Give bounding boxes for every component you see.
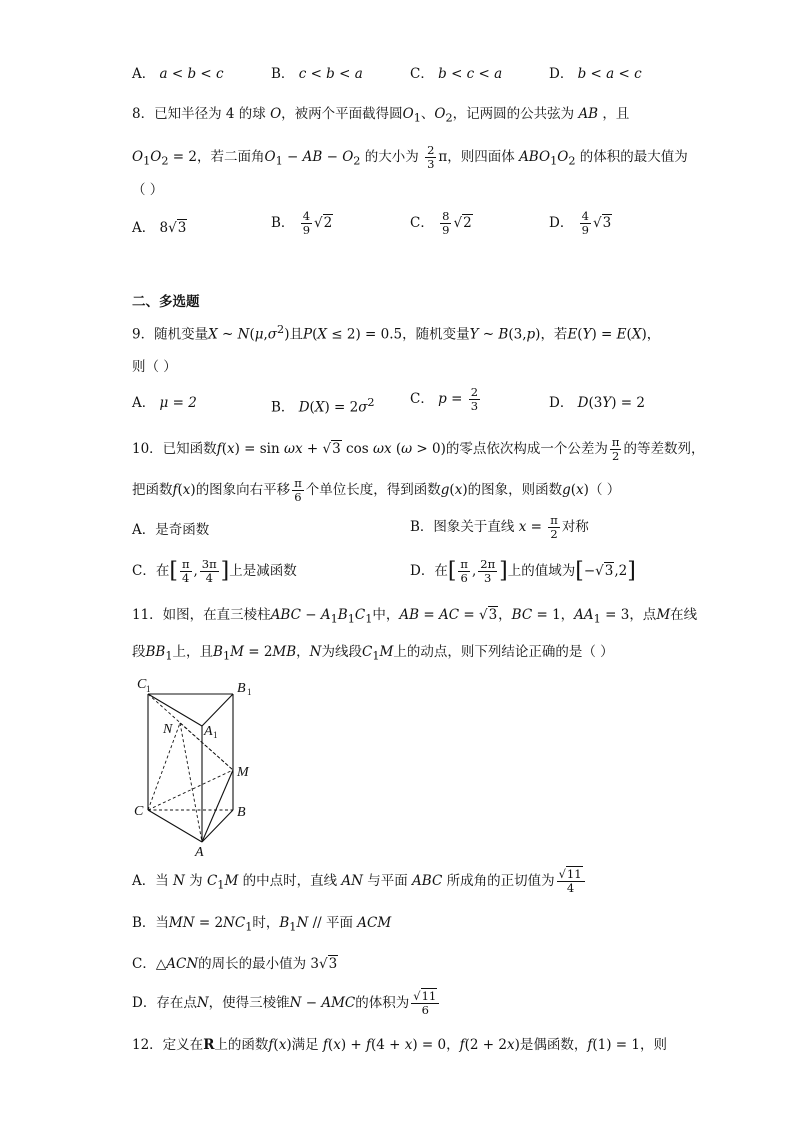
label-c1: C xyxy=(137,677,147,692)
section-title: 二、多选题 xyxy=(132,294,200,310)
q7-option-c: C． b < c < a xyxy=(410,66,503,82)
q12-line: 12．定义在R上的函数f(x)满足 f(x) + f(4 + x) = 0，f(2 + 2x)是偶函数，f(1) = 1，则 xyxy=(132,1037,667,1053)
q10-option-c: C．在[ $\frac{\pi}{4}$ , $\frac{3\pi}{4}$ ]上是减函数 xyxy=(132,557,297,585)
q9-then: 则（ ） xyxy=(132,359,177,375)
q10-option-b: B．图象关于直线 x = $\frac{\pi}{2}$ 对称 xyxy=(410,513,589,541)
label-n: N xyxy=(163,722,173,737)
q9-line1: 9．随机变量X ~ $N(\mu,\sigma^2)$且P(X ≤ 2) = 0.5，随机变量Y ~ B(3,p)，若E(Y) = E(X)， xyxy=(132,323,661,343)
q7-option-a: A． a < b < c xyxy=(132,66,224,82)
q9-option-d: D． D(3Y) = 2 xyxy=(549,395,645,411)
label-a: A xyxy=(195,845,204,857)
q8-option-a: A． 8√3 xyxy=(132,220,187,236)
q10-option-a: A．是奇函数 xyxy=(132,522,210,538)
label-b1-sub: 1 xyxy=(247,687,252,697)
q11-line2: 段$BB_1$上，且$B_1M = 2MB$，N为线段$C_1M$上的动点，则下列结论正确的是（ ） xyxy=(132,644,614,663)
q10-line1: 10．已知函数f(x) = sin ωx + √3 cos ωx (ω > 0)的零点依次构成一个公差为 $\frac{\pi}{2}$ 的等差数列， xyxy=(132,435,705,463)
label-b1: B xyxy=(237,681,246,696)
q9-option-b: B． $D(X) = 2\sigma^2$ xyxy=(271,396,375,416)
label-c: C xyxy=(134,804,144,819)
q8-line2: $O_1O_2 = 2$，若二面角$O_1$ − AB − $O_2$ 的大小为 $\frac{2}{3}$ π，则四面体 $ABO_1O_2$ 的体积的最大值为 xyxy=(132,143,688,171)
q7-option-d: D． b < a < c xyxy=(549,66,642,82)
q11-option-a: A．当 N 为 $C_1M$ 的中点时，直线 AN 与平面 ABC 所成角的正切值为 $\frac{√11}{4}$ xyxy=(132,868,587,896)
q10-option-d: D．在[ $\frac{\pi}{6}$ , $\frac{2\pi}{3}$ ]上的值域为[−√3,2] xyxy=(410,557,636,585)
q9-option-c: C． p = $\frac{2}{3}$ xyxy=(410,385,479,413)
label-a1: A xyxy=(204,724,213,739)
q8-paren: （ ） xyxy=(132,182,164,198)
label-c1-sub: 1 xyxy=(146,684,151,694)
q10-line2: 把函数f(x)的图象向右平移 $\frac{\pi}{6}$ 个单位长度，得到函数g(x)的图象，则函数g(x)（ ） xyxy=(132,476,621,504)
prism-figure xyxy=(125,672,265,857)
q11-option-c: C．△ACN的周长的最小值为 3√3 xyxy=(132,956,338,972)
q8-option-c: C． $\frac{8}{9}$ √2 xyxy=(410,209,472,237)
q11-line1: 11．如图，在直三棱柱ABC − $A_1B_1C_1$中，AB = AC = √3，BC = 1，$AA_1 = 3$，点M在线 xyxy=(132,607,698,626)
label-b: B xyxy=(237,805,246,820)
q8-line1: 8．已知半径为 4 的球 O，被两个平面截得圆$O_1$、$O_2$，记两圆的公共弦为 AB ，且 xyxy=(132,106,630,125)
q8-option-b: B． $\frac{4}{9}$ √2 xyxy=(271,209,333,237)
q9-option-a: A． μ = 2 xyxy=(132,395,197,411)
q11-option-b: B．当MN = $2NC_1$时，$B_1N$ // 平面 ACM xyxy=(132,915,392,934)
q11-option-d: D．存在点N，使得三棱锥N − AMC的体积为 $\frac{√11}{6}$ xyxy=(132,990,441,1017)
q7-option-b: B． c < b < a xyxy=(271,66,363,82)
q8-option-d: D． $\frac{4}{9}$ √3 xyxy=(549,209,612,237)
label-a1-sub: 1 xyxy=(213,730,218,740)
label-m: M xyxy=(237,765,249,780)
